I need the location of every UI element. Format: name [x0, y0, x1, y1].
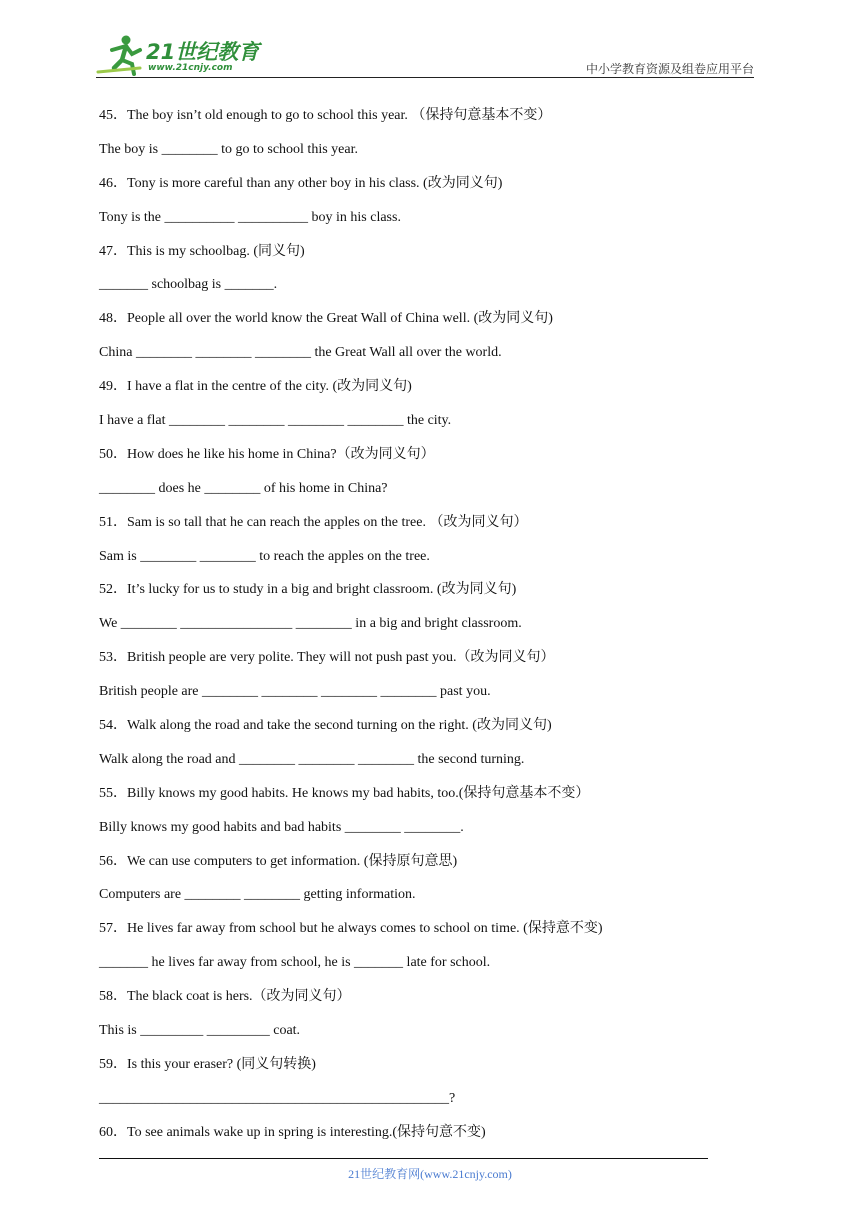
- answer-line: British people are ________ ________ ________ ________ past you.: [99, 684, 491, 700]
- answer-line: I have a flat ________ ________ ________ ________ the city.: [99, 413, 452, 429]
- answer-line: China ________ ________ ________ the Great Wall all over the world.: [99, 345, 502, 361]
- answer-line: Walk along the road and ________ ________ ________ the second turning.: [99, 751, 525, 767]
- answer-line: _______ schoolbag is _______.: [99, 277, 278, 293]
- question-line: 51．Sam is so tall that he can reach the apples on the tree. （改为同义句）: [99, 514, 528, 530]
- question-line: 55．Billy knows my good habits. He knows my bad habits, too.(保持句意基本不变）: [99, 785, 590, 801]
- question-line: 59．Is this your eraser? (同义句转换): [99, 1056, 316, 1072]
- question-line: 47．This is my schoolbag. (同义句): [99, 243, 305, 259]
- question-line: 60．To see animals wake up in spring is interesting.(保持句意不变): [99, 1124, 486, 1140]
- question-line: 56．We can use computers to get information. (保持原句意思): [99, 853, 458, 869]
- answer-line: Tony is the __________ __________ boy in his class.: [99, 209, 401, 225]
- question-line: 49．I have a flat in the centre of the city. (改为同义句): [99, 379, 412, 395]
- logo-url: www.21cnjy.com: [148, 63, 233, 73]
- platform-name: 中小学教育资源及组卷应用平台: [585, 62, 754, 76]
- page-footer: 21世纪教育网(www.21cnjy.com): [348, 1167, 512, 1181]
- site-logo[interactable]: [96, 34, 266, 78]
- runner-icon: [96, 34, 146, 76]
- question-line: 45．The boy isn’t old enough to go to school this year. （保持句意基本不变）: [99, 108, 552, 123]
- header-divider: [96, 77, 754, 78]
- answer-line: Billy knows my good habits and bad habits ________ ________.: [99, 819, 464, 835]
- answer-line: This is _________ _________ coat.: [99, 1023, 301, 1039]
- question-line: 48．People all over the world know the Great Wall of China well. (改为同义句): [99, 311, 553, 327]
- question-line: 58．The black coat is hers.（改为同义句）: [99, 989, 351, 1005]
- question-line: 50．How does he like his home in China?（改为同义句）: [99, 446, 435, 462]
- answer-line: The boy is ________ to go to school this year.: [99, 141, 358, 157]
- question-line: 57．He lives far away from school but he always comes to school on time. (保持意不变): [99, 921, 603, 937]
- answer-line: _______ he lives far away from school, he is _______ late for school.: [99, 955, 491, 971]
- answer-line: ________ does he ________ of his home in China?: [99, 480, 388, 496]
- answer-line: Computers are ________ ________ getting information.: [99, 887, 416, 903]
- answer-line: __________________________________________________?: [99, 1090, 456, 1106]
- answer-line: We ________ ________________ ________ in a big and bright classroom.: [99, 616, 522, 632]
- page-header: [96, 28, 754, 78]
- footer-divider: [99, 1158, 708, 1159]
- logo-text: 21世纪教育: [146, 40, 260, 64]
- answer-line: Sam is ________ ________ to reach the apples on the tree.: [99, 548, 430, 564]
- question-line: 54．Walk along the road and take the second turning on the right. (改为同义句): [99, 718, 552, 734]
- question-line: 52．It’s lucky for us to study in a big and bright classroom. (改为同义句): [99, 582, 517, 598]
- question-line: 53．British people are very polite. They will not push past you.（改为同义句）: [99, 650, 555, 666]
- question-line: 46．Tony is more careful than any other boy in his class. (改为同义句): [99, 175, 503, 191]
- exercise-list: [99, 106, 759, 1157]
